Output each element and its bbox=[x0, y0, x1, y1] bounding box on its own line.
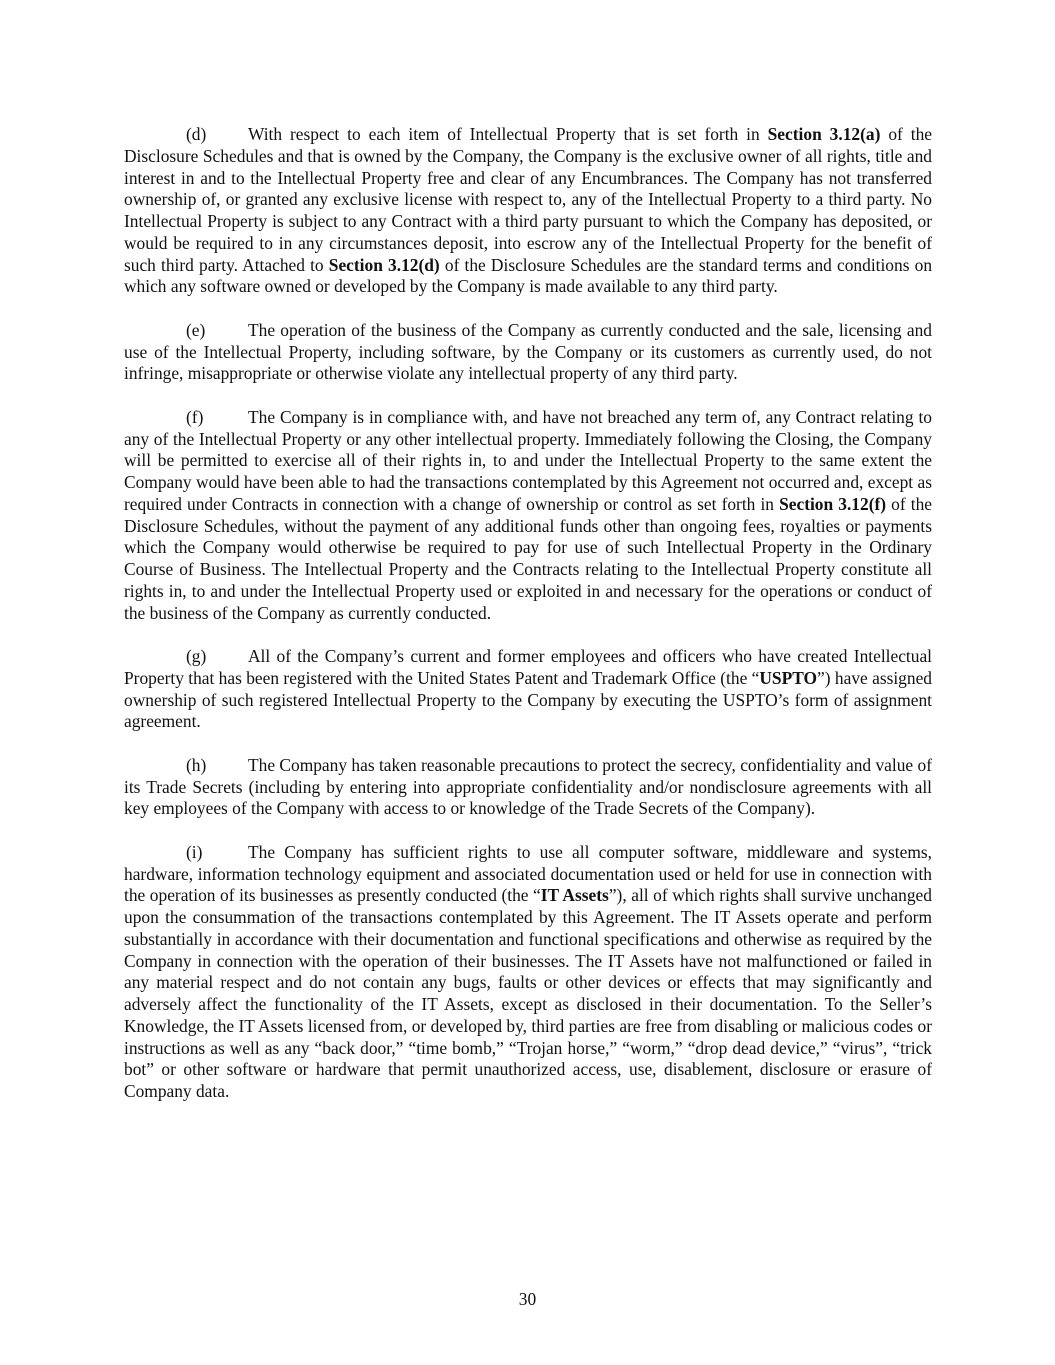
paragraph-f bbox=[124, 407, 932, 625]
paragraph-d bbox=[124, 124, 932, 298]
paragraph-label: (g) bbox=[186, 646, 207, 666]
paragraph-text: of the Disclosure Schedules, without the payment of any additional funds other than ongoing fees, royalties or payments which the Company would otherwise be required to pay for use of such Intellectual Property in the Ordinary Course of Business. The Intellectual Property and the Contracts relating to the Intellectual Property constitute all rights in, to and under the Intellectual Property used or exploited in and necessary for the operations or conduct of the business of the Company as currently conducted. bbox=[124, 493, 932, 623]
document-body bbox=[124, 124, 932, 1125]
paragraph-label: (h) bbox=[186, 754, 207, 775]
paragraph-g bbox=[124, 646, 932, 733]
section-reference: Section 3.12(f) bbox=[779, 493, 887, 514]
page-number: 30 bbox=[518, 1289, 537, 1309]
paragraph-text: The Company has taken reasonable precautions to protect the secrecy, confidentiality and value of its Trade Secrets (including by entering into appropriate confidentiality and/or nondisclosure agreements with all key employees of the Company with access to or knowledge of the Trade Secrets of the Company). bbox=[124, 754, 932, 819]
paragraph-text: of the Disclosure Schedules and that is owned by the Company, the Company is the exclusive owner of all rights, title and interest in and to the Intellectual Property free and clear of any Encumbrances. The Company has not transferred ownership of, or granted any exclusive license with respect to, any of the Intellectual Property to a third party. No Intellectual Property is subject to any Contract with a third party pursuant to which the Company has deposited, or would be required to in any circumstances deposit, into escrow any of the Intellectual Property for the benefit of such third party. Attached to bbox=[124, 124, 932, 275]
paragraph-text: ”), all of which rights shall survive unchanged upon the consummation of the transactions contemplated by this Agreement. The IT Assets operate and perform substantially in accordance with their documentation and functional specifications and otherwise as required by the Company in connection with the operation of their businesses. The IT Assets have not malfunctioned or failed in any material respect and do not contain any bugs, faults or other devices or effects that may significantly and adversely affect the functionality of the IT Assets, except as disclosed in their documentation. To the Seller’s Knowledge, the IT Assets licensed from, or developed by, third parties are free from disabling or malicious codes or instructions as well as any “back door,” “time bomb,” “Trojan horse,” “worm,” “drop dead device,” “virus”, “trick bot” or other software or hardware that permit unauthorized access, use, disablement, disclosure or erasure of Company data. bbox=[124, 885, 932, 1101]
paragraph-text: All of the Company’s current and former employees and officers who have created Intellectual Property that has been registered with the United States Patent and Trademark Office (the “ bbox=[124, 646, 932, 688]
paragraph-text: The operation of the business of the Company as currently conducted and the sale, licensing and use of the Intellectual Property, including software, by the Company or its customers as currently used, do not infringe, misappropriate or otherwise violate any intellectual property of any third party. bbox=[124, 319, 932, 384]
paragraph-label: (f) bbox=[186, 406, 204, 427]
section-reference: Section 3.12(a) bbox=[767, 124, 881, 144]
section-reference: Section 3.12(d) bbox=[328, 254, 440, 275]
paragraph-text: of the Disclosure Schedules are the standard terms and conditions on which any software owned or developed by the Company is made available to any third party. bbox=[124, 254, 933, 297]
paragraph-label: (i) bbox=[186, 841, 203, 862]
defined-term: IT Assets bbox=[540, 885, 609, 906]
paragraph-i bbox=[124, 842, 932, 1103]
paragraph-label: (e) bbox=[186, 319, 206, 340]
defined-term: USPTO bbox=[759, 667, 818, 688]
paragraph-text: With respect to each item of Intellectual Property that is set forth in bbox=[248, 124, 768, 144]
paragraph-text: ”) have assigned ownership of such registered Intellectual Property to the Company by executing the USPTO’s form of assignment agreement. bbox=[124, 667, 932, 732]
paragraph-label: (d) bbox=[186, 124, 207, 144]
paragraph-text: The Company has sufficient rights to use all computer software, middleware and systems, hardware, information technology equipment and associated documentation used or held for use in connection with the operation of its businesses as presently conducted (the “ bbox=[124, 841, 932, 906]
paragraph-h bbox=[124, 755, 932, 820]
paragraph-e bbox=[124, 320, 932, 385]
paragraph-text: The Company is in compliance with, and have not breached any term of, any Contract relating to any of the Intellectual Property or any other intellectual property. Immediately following the Closing, the Company will be permitted to exercise all of their rights in, to and under the Intellectual Property to the same extent the Company would have been able to had the transactions contemplated by this Agreement not occurred and, except as required under Contracts in connection with a change of ownership or control as set forth in bbox=[124, 406, 932, 514]
